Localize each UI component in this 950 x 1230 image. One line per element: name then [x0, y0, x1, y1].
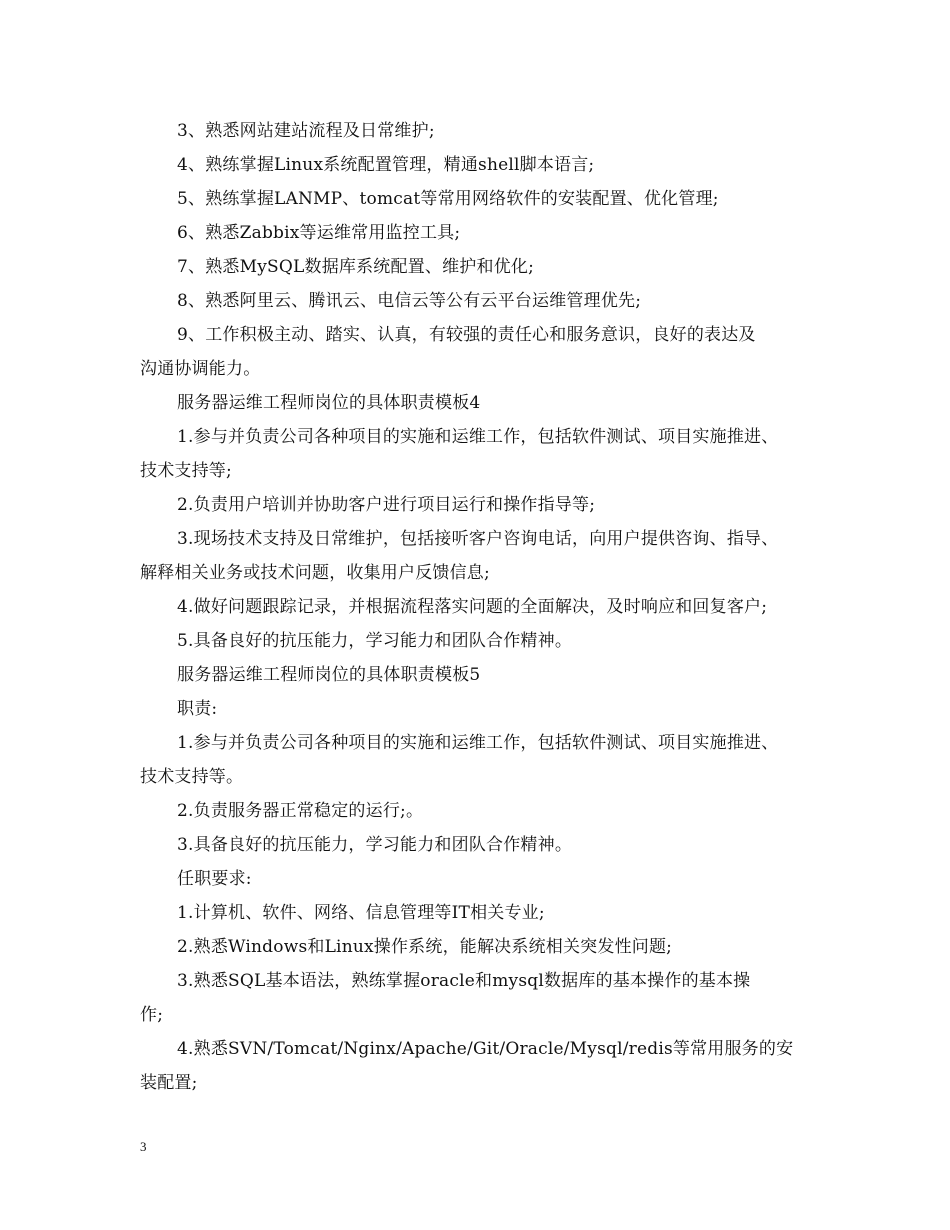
paragraph-line: 作;	[140, 1005, 164, 1025]
paragraph-line: 1.参与并负责公司各种项目的实施和运维工作，包括软件测试、项目实施推进、	[177, 733, 779, 753]
paragraph-line: 5.具备良好的抗压能力，学习能力和团队合作精神。	[177, 631, 573, 651]
paragraph-line: 沟通协调能力。	[140, 359, 261, 379]
paragraph-line: 4、熟练掌握Linux系统配置管理，精通shell脚本语言;	[177, 155, 595, 175]
page-number: 3	[140, 1139, 147, 1154]
paragraph-line: 4.熟悉SVN/Tomcat/Nginx/Apache/Git/Oracle/Mysql/redis等常用服务的安	[177, 1039, 794, 1059]
subheading: 任职要求:	[177, 869, 252, 889]
paragraph-line: 3、熟悉网站建站流程及日常维护;	[177, 121, 435, 141]
paragraph-line: 1.计算机、软件、网络、信息管理等IT相关专业;	[177, 903, 545, 923]
paragraph-line: 4.做好问题跟踪记录，并根据流程落实问题的全面解决，及时响应和回复客户;	[177, 597, 768, 617]
section-heading: 服务器运维工程师岗位的具体职责模板4	[177, 393, 481, 413]
paragraph-line: 2.负责用户培训并协助客户进行项目运行和操作指导等;	[177, 495, 596, 515]
paragraph-line: 9、工作积极主动、踏实、认真，有较强的责任心和服务意识，良好的表达及	[177, 325, 756, 345]
paragraph-line: 技术支持等。	[140, 767, 244, 787]
paragraph-line: 2.熟悉Windows和Linux操作系统，能解决系统相关突发性问题;	[177, 937, 673, 957]
paragraph-line: 技术支持等;	[140, 461, 232, 481]
paragraph-line: 8、熟悉阿里云、腾讯云、电信云等公有云平台运维管理优先;	[177, 291, 642, 311]
paragraph-line: 6、熟悉Zabbix等运维常用监控工具;	[177, 223, 461, 243]
paragraph-line: 装配置;	[140, 1073, 198, 1093]
paragraph-line: 2.负责服务器正常稳定的运行;。	[177, 801, 424, 821]
paragraph-line: 3.具备良好的抗压能力，学习能力和团队合作精神。	[177, 835, 573, 855]
paragraph-line: 3.现场技术支持及日常维护，包括接听客户咨询电话，向用户提供咨询、指导、	[177, 529, 779, 549]
paragraph-line: 5、熟练掌握LANMP、tomcat等常用网络软件的安装配置、优化管理;	[177, 189, 719, 209]
paragraph-line: 解释相关业务或技术问题，收集用户反馈信息;	[140, 563, 490, 583]
paragraph-line: 1.参与并负责公司各种项目的实施和运维工作，包括软件测试、项目实施推进、	[177, 427, 779, 447]
paragraph-line: 3.熟悉SQL基本语法，熟练掌握oracle和mysql数据库的基本操作的基本操	[177, 971, 751, 991]
subheading: 职责:	[177, 699, 218, 719]
section-heading: 服务器运维工程师岗位的具体职责模板5	[177, 665, 481, 685]
paragraph-line: 7、熟悉MySQL数据库系统配置、维护和优化;	[177, 257, 535, 277]
